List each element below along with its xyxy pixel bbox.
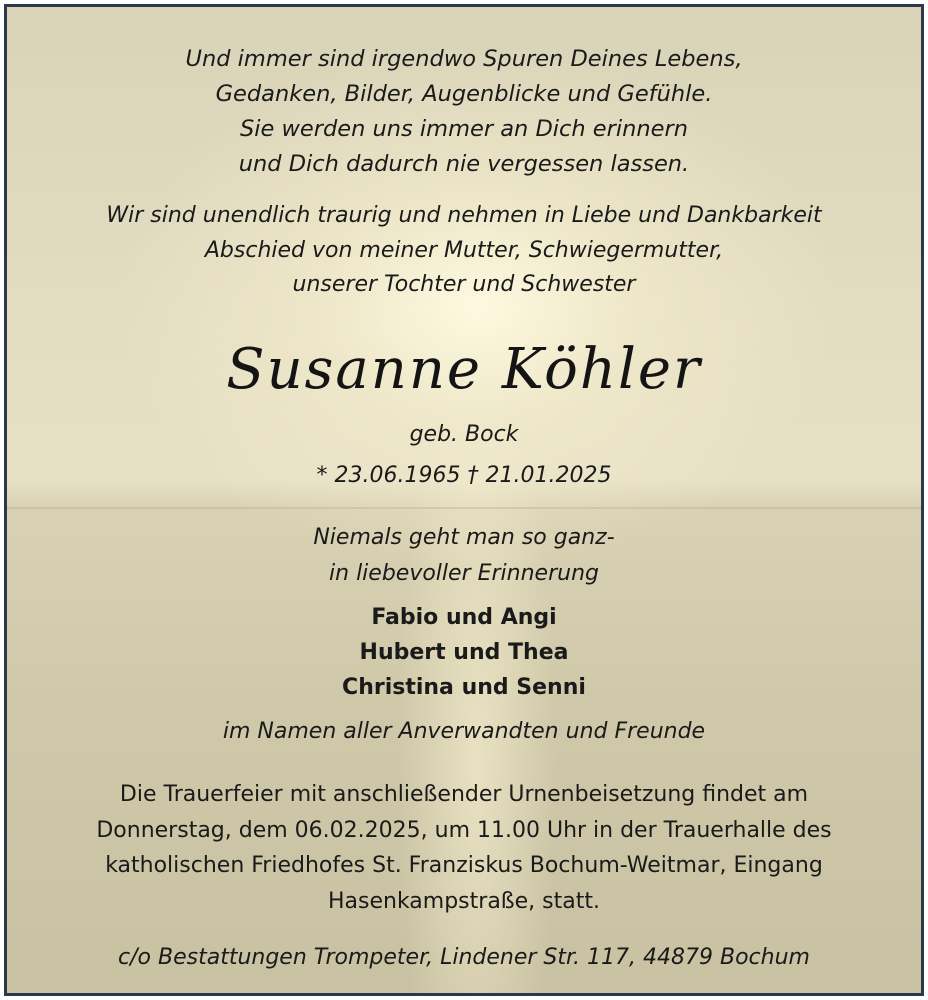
- poem-line: Gedanken, Bilder, Augenblicke und Gefühle.: [215, 81, 713, 107]
- behalf-line: im Namen aller Anverwandten und Freunde: [222, 719, 706, 744]
- maiden-name: geb. Bock: [409, 422, 519, 447]
- obituary-notice: [4, 4, 924, 996]
- funeral-line: katholischen Friedhofes St. Franziskus Bochum-Weitmar, Eingang: [105, 853, 823, 878]
- horizon-line: [7, 507, 921, 509]
- family-name: Christina und Senni: [342, 675, 586, 700]
- funeral-line: Donnerstag, dem 06.02.2025, um 11.00 Uhr in der Trauerhalle des: [96, 817, 832, 843]
- life-dates: * 23.06.1965 † 21.01.2025: [316, 463, 612, 488]
- quote-line: Niemals geht man so ganz-: [313, 525, 615, 550]
- deceased-name: Susanne Köhler: [226, 337, 702, 402]
- funeral-line: Hasenkampstraße, statt.: [327, 888, 600, 914]
- intro-block: [7, 199, 921, 303]
- funeral-info: [7, 777, 921, 919]
- poem-line: Sie werden uns immer an Dich erinnern: [239, 116, 689, 142]
- family-name: Fabio und Angi: [371, 605, 557, 630]
- intro-line: Abschied von meiner Mutter, Schwiegermutter,: [204, 237, 724, 263]
- funeral-home-contact: c/o Bestattungen Trompeter, Lindener Str. 117, 44879 Bochum: [118, 945, 810, 970]
- family-names: [7, 600, 921, 705]
- poem-block: [7, 42, 921, 182]
- family-name: Hubert und Thea: [359, 640, 569, 665]
- intro-line: unserer Tochter und Schwester: [292, 272, 636, 297]
- poem-line: und Dich dadurch nie vergessen lassen.: [238, 151, 690, 177]
- poem-line: Und immer sind irgendwo Spuren Deines Lebens,: [185, 46, 743, 72]
- funeral-line: Die Trauerfeier mit anschließender Urnenbeisetzung findet am: [119, 782, 809, 807]
- intro-line: Wir sind unendlich traurig und nehmen in Liebe und Dankbarkeit: [106, 203, 822, 228]
- quote-line: in liebevoller Erinnerung: [329, 561, 599, 586]
- quote-block: [7, 520, 921, 592]
